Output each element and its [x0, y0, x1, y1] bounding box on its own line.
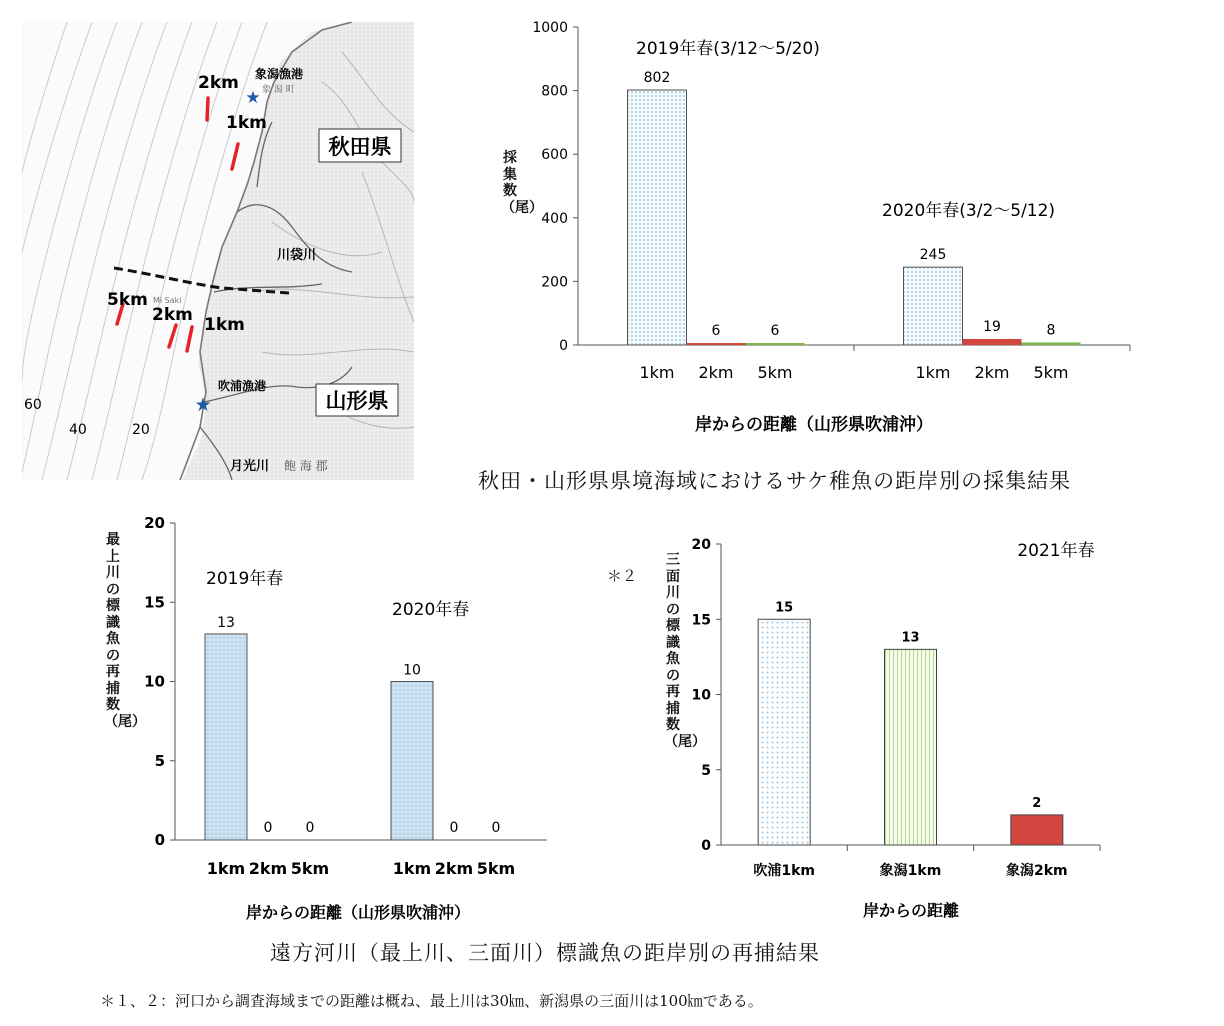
data-label: 0 — [449, 820, 459, 836]
group-label-2020: 2020年春 — [392, 600, 470, 620]
group-label-2019: 2019年春 — [206, 569, 284, 589]
port-star-icon: ★ — [245, 88, 261, 108]
note-marker: ＊２ — [607, 567, 638, 585]
y-tick-label: 600 — [541, 147, 568, 164]
x-tick-label: 5km — [757, 363, 793, 382]
bar-1km — [628, 90, 687, 345]
data-label: 245 — [919, 247, 947, 264]
caption-middle: 遠方河川（最上川、三面川）標識魚の距岸別の再捕結果 — [270, 941, 820, 965]
y-tick-label: 15 — [691, 612, 711, 629]
x-tick-label: 1km — [392, 859, 432, 878]
x-axis-title: 岸からの距離（山形県吹浦沖） — [695, 415, 933, 435]
data-label: 802 — [643, 69, 671, 86]
marker-north-2km — [207, 98, 208, 120]
depth-label: 40 — [69, 422, 87, 438]
y-tick-label: 5 — [701, 762, 711, 779]
caption-top: 秋田・山形県県境海域におけるサケ稚魚の距岸別の採集結果 — [478, 469, 1072, 493]
y-tick-label: 1000 — [532, 20, 568, 36]
data-label: 13 — [217, 614, 235, 631]
footnote: ＊１、２：河口から調査海域までの距離は概ね、最上川は30㎞、新潟県の三面川は100㎞である。 — [100, 992, 763, 1010]
x-tick-label: 2km — [974, 363, 1010, 382]
y-tick-label: 400 — [541, 210, 568, 227]
dist-label: 1km — [226, 113, 267, 133]
chart-miomote — [660, 530, 1140, 925]
x-tick-label: 2km — [434, 859, 474, 878]
bar-5km — [1022, 342, 1081, 345]
dist-label: 1km — [204, 315, 245, 335]
bar-0 — [758, 619, 810, 845]
data-label: 6 — [711, 323, 721, 339]
location-map — [22, 22, 414, 480]
pref-akita-label: 秋田県 — [328, 135, 392, 159]
bar-2km — [687, 343, 746, 345]
chart-title: 2021年春 — [1017, 541, 1095, 561]
x-tick-label: 象潟2km — [1006, 863, 1068, 879]
data-label: 10 — [403, 662, 421, 679]
data-label: 6 — [770, 323, 780, 339]
data-label: 13 — [901, 630, 920, 646]
x-tick-label: 1km — [915, 363, 951, 382]
x-tick-label: 1km — [206, 859, 246, 878]
misaki-label: Mi Saki — [153, 296, 182, 305]
town-north-label: 象 潟 町 — [262, 85, 295, 95]
x-axis-title: 岸からの距離（山形県吹浦沖） — [245, 903, 471, 922]
depth-label: 20 — [132, 422, 150, 438]
x-tick-label: 5km — [476, 859, 516, 878]
data-label: 0 — [305, 820, 315, 836]
x-tick-label: 2km — [248, 859, 288, 878]
pref-yamagata-label: 山形県 — [325, 389, 389, 413]
port-star-icon: ★ — [194, 394, 212, 416]
x-tick-label: 5km — [1033, 363, 1069, 382]
x-tick-label: 1km — [639, 363, 675, 382]
bar-5km — [746, 343, 805, 345]
bar-1 — [885, 649, 937, 845]
bar-2km — [963, 339, 1022, 345]
y-tick-label: 0 — [154, 831, 165, 849]
river-kawabukuro-label: 川袋川 — [277, 248, 317, 263]
x-tick-label: 象潟1km — [879, 863, 942, 879]
y-tick-label: 0 — [701, 838, 711, 854]
data-label: 0 — [263, 820, 273, 836]
port-north-label: 象潟漁港 — [255, 67, 304, 81]
group-label-2020: 2020年春(3/2〜5/12) — [882, 201, 1056, 221]
dist-label: 2km — [152, 305, 193, 325]
data-label: 8 — [1046, 322, 1056, 339]
y-tick-label: 20 — [691, 537, 711, 553]
x-axis-title: 岸からの距離 — [862, 901, 960, 920]
y-tick-label: 5 — [154, 751, 165, 770]
chart-mogami — [90, 512, 570, 922]
y-tick-label: 800 — [541, 83, 568, 100]
pref-akita-box — [319, 129, 401, 162]
y-axis-title: 最上川の標識魚の再捕数（尾） — [104, 532, 146, 730]
dist-label: 2km — [198, 73, 239, 93]
y-tick-label: 10 — [691, 687, 711, 704]
y-tick-label: 0 — [559, 338, 568, 354]
y-tick-label: 15 — [144, 593, 165, 612]
chart-collection — [490, 10, 1180, 450]
y-tick-label: 200 — [541, 274, 568, 291]
pref-yamagata-box — [316, 384, 398, 416]
data-label: 2 — [1032, 795, 1042, 811]
x-tick-label: 2km — [698, 363, 734, 382]
bar-1km — [205, 634, 247, 840]
x-tick-label: 5km — [290, 859, 330, 878]
district-label: 飽 海 郡 — [284, 459, 328, 473]
data-label: 19 — [983, 318, 1001, 335]
data-label: 15 — [775, 600, 794, 616]
bar-1km — [904, 267, 963, 345]
x-tick-label: 吹浦1km — [753, 863, 815, 879]
y-axis-title: 採集数（尾） — [501, 150, 543, 216]
y-tick-label: 10 — [144, 672, 165, 691]
data-label: 0 — [491, 820, 501, 836]
depth-label: 60 — [24, 397, 42, 413]
y-axis-title: 三面川の標識魚の再捕数（尾） — [664, 552, 706, 750]
group-label-2019: 2019年春(3/12〜5/20) — [636, 39, 820, 59]
y-tick-label: 20 — [144, 514, 165, 532]
dist-label: 5km — [107, 290, 148, 310]
bar-2 — [1011, 815, 1063, 845]
river-gakko-label: 月光川 — [230, 459, 270, 474]
port-south-label: 吹浦漁港 — [218, 379, 267, 393]
bar-1km — [391, 682, 433, 841]
